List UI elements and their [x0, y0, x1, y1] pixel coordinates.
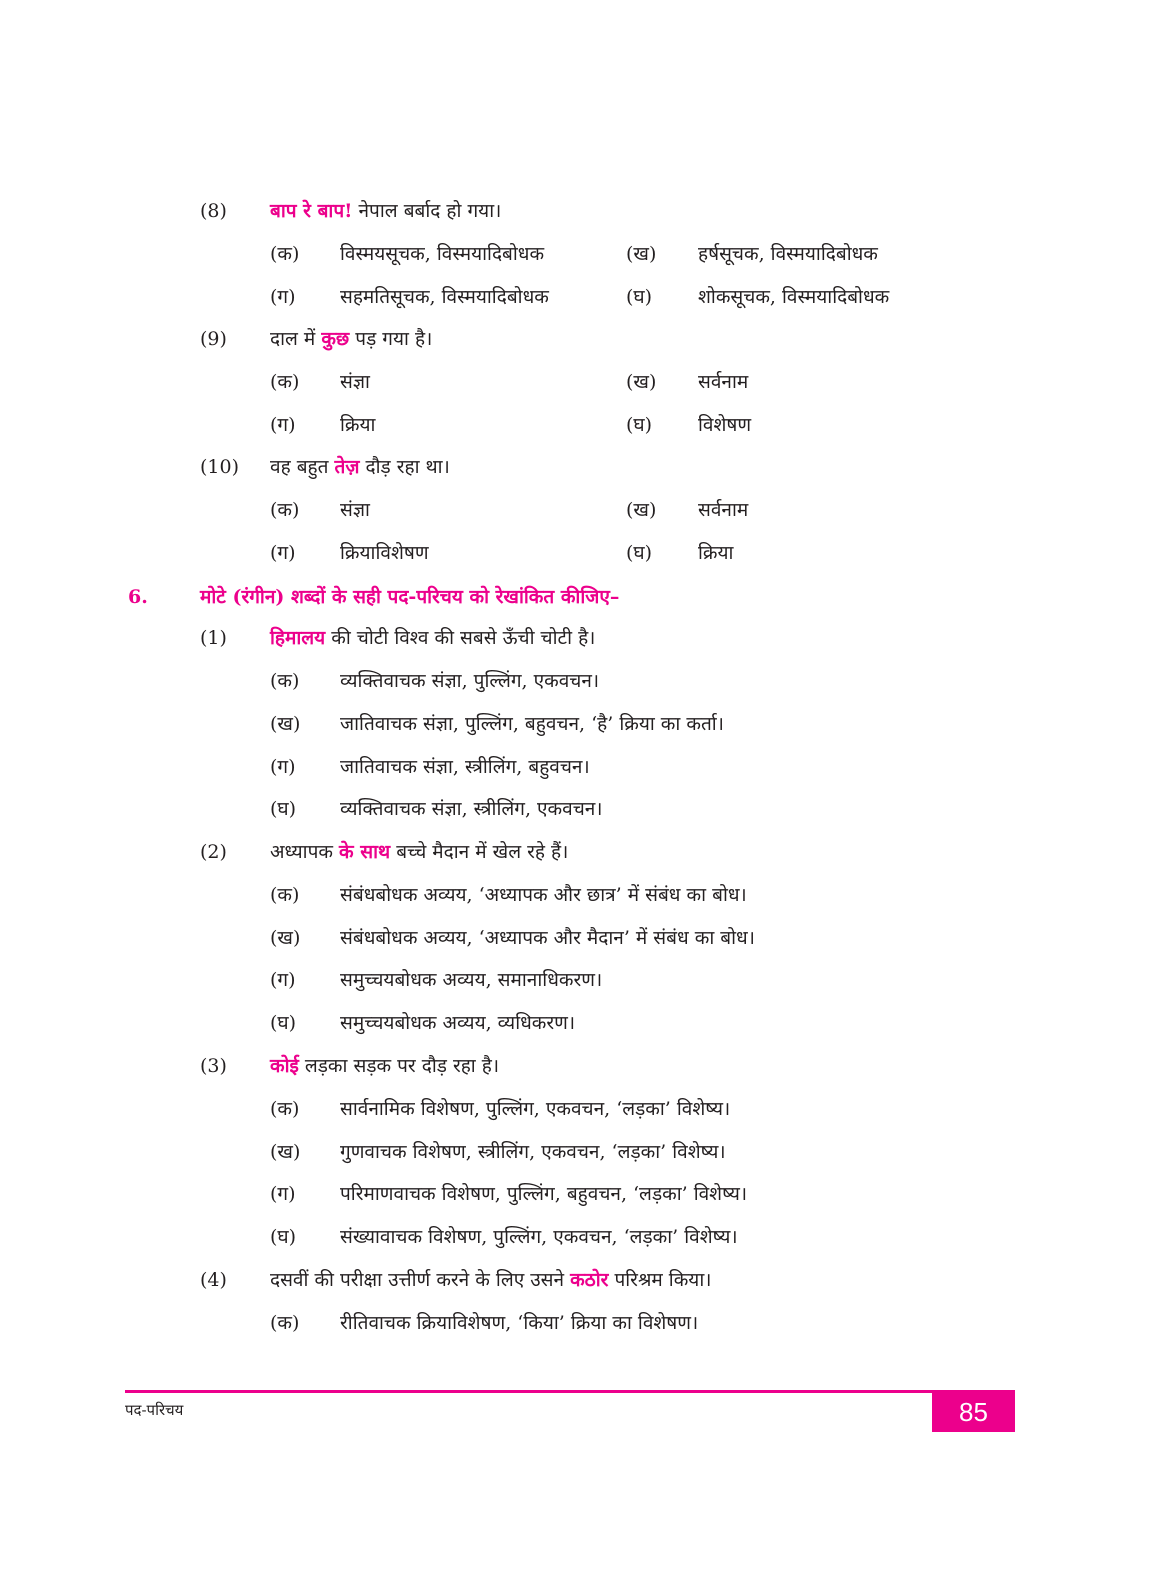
question-number: (8) — [200, 200, 227, 222]
highlighted-word: हिमालय — [270, 627, 326, 649]
option-label: (ख) — [270, 927, 301, 949]
option-text: जातिवाचक संज्ञा, स्त्रीलिंग, बहुवचन। — [340, 756, 590, 778]
option-label: (ख) — [270, 713, 301, 735]
option-label: (घ) — [626, 286, 653, 308]
highlighted-word: बाप रे बाप! — [270, 200, 353, 222]
option-label: (क) — [270, 670, 300, 692]
option-label: (क) — [270, 243, 300, 265]
option-label: (क) — [270, 1312, 300, 1334]
option-label: (ग) — [270, 286, 296, 308]
option-label: (घ) — [626, 542, 653, 564]
section-number: 6. — [128, 586, 148, 608]
option-text: समुच्चयबोधक अव्यय, व्यधिकरण। — [340, 1012, 576, 1034]
option-label: (ख) — [626, 371, 657, 393]
option-text: व्यक्तिवाचक संज्ञा, पुल्लिंग, एकवचन। — [340, 670, 600, 692]
option-label: (क) — [270, 884, 300, 906]
option-text: सर्वनाम — [698, 371, 749, 393]
option-text: संज्ञा — [340, 371, 370, 393]
question-text — [270, 839, 568, 865]
question-number: (4) — [200, 1269, 227, 1291]
option-text: शोकसूचक, विस्मयादिबोधक — [698, 286, 890, 308]
option-text: विशेषण — [698, 414, 752, 436]
footer-divider — [125, 1390, 1015, 1393]
question-before: अध्यापक — [270, 841, 340, 863]
option-label: (घ) — [270, 1012, 297, 1034]
question-rest: नेपाल बर्बाद हो गया। — [352, 200, 502, 222]
question-text — [270, 1267, 711, 1293]
option-label: (ख) — [626, 243, 657, 265]
question-text — [270, 198, 501, 224]
option-label: (क) — [270, 499, 300, 521]
question-number: (1) — [200, 627, 227, 649]
highlighted-word: तेज़ — [334, 456, 360, 478]
question-after: बच्चे मैदान में खेल रहे हैं। — [390, 841, 569, 863]
highlighted-word: कुछ — [321, 328, 350, 350]
option-text: क्रिया — [340, 414, 376, 436]
option-label: (क) — [270, 371, 300, 393]
section-title: मोटे (रंगीन) शब्दों के सही पद-परिचय को रेखांकित कीजिए– — [200, 586, 620, 608]
option-text: सार्वनामिक विशेषण, पुल्लिंग, एकवचन, ‘लड़का’ विशेष्य। — [340, 1098, 731, 1120]
option-text: जातिवाचक संज्ञा, पुल्लिंग, बहुवचन, ‘है’ क्रिया का कर्ता। — [340, 713, 724, 735]
option-text: रीतिवाचक क्रियाविशेषण, ‘किया’ क्रिया का विशेषण। — [340, 1312, 699, 1334]
question-before: वह बहुत — [270, 456, 335, 478]
option-label: (ग) — [270, 414, 296, 436]
question-number: (2) — [200, 841, 227, 863]
question-after: परिश्रम किया। — [608, 1269, 712, 1291]
option-text: सर्वनाम — [698, 499, 749, 521]
option-text: व्यक्तिवाचक संज्ञा, स्त्रीलिंग, एकवचन। — [340, 798, 603, 820]
highlighted-word: कठोर — [570, 1269, 609, 1291]
option-text: संबंधबोधक अव्यय, ‘अध्यापक और मैदान’ में संबंध का बोध। — [340, 927, 755, 949]
question-text — [270, 625, 595, 651]
option-label: (ग) — [270, 969, 296, 991]
option-text: विस्मयसूचक, विस्मयादिबोधक — [340, 243, 545, 265]
question-rest: की चोटी विश्व की सबसे ऊँची चोटी है। — [325, 627, 596, 649]
page-number: 85 — [932, 1392, 1015, 1432]
chapter-name: पद-परिचय — [125, 1401, 184, 1419]
option-label: (ग) — [270, 756, 296, 778]
option-label: (ख) — [626, 499, 657, 521]
question-text — [270, 326, 432, 352]
question-number: (9) — [200, 328, 227, 350]
option-label: (ग) — [270, 542, 296, 564]
question-after: पड़ गया है। — [349, 328, 433, 350]
highlighted-word: के साथ — [339, 841, 391, 863]
question-text — [270, 454, 450, 480]
question-after: दौड़ रहा था। — [359, 456, 450, 478]
option-text: क्रियाविशेषण — [340, 542, 429, 564]
option-label: (घ) — [270, 1226, 297, 1248]
option-label: (घ) — [626, 414, 653, 436]
question-before: दसवीं की परीक्षा उत्तीर्ण करने के लिए उसने — [270, 1269, 571, 1291]
highlighted-word: कोई — [270, 1055, 299, 1077]
option-text: समुच्चयबोधक अव्यय, समानाधिकरण। — [340, 969, 603, 991]
question-rest: लड़का सड़क पर दौड़ रहा है। — [298, 1055, 500, 1077]
option-label: (क) — [270, 1098, 300, 1120]
option-text: परिमाणवाचक विशेषण, पुल्लिंग, बहुवचन, ‘लड़का’ विशेष्य। — [340, 1183, 748, 1205]
option-text: संख्यावाचक विशेषण, पुल्लिंग, एकवचन, ‘लड़का’ विशेष्य। — [340, 1226, 738, 1248]
option-label: (ग) — [270, 1183, 296, 1205]
option-label: (घ) — [270, 798, 297, 820]
question-number: (10) — [200, 456, 240, 478]
option-text: हर्षसूचक, विस्मयादिबोधक — [698, 243, 878, 265]
option-text: सहमतिसूचक, विस्मयादिबोधक — [340, 286, 549, 308]
option-text: संबंधबोधक अव्यय, ‘अध्यापक और छात्र’ में संबंध का बोध। — [340, 884, 747, 906]
option-text: संज्ञा — [340, 499, 370, 521]
option-label: (ख) — [270, 1141, 301, 1163]
question-number: (3) — [200, 1055, 227, 1077]
question-before: दाल में — [270, 328, 322, 350]
question-text — [270, 1053, 499, 1079]
option-text: गुणवाचक विशेषण, स्त्रीलिंग, एकवचन, ‘लड़का’ विशेष्य। — [340, 1141, 726, 1163]
option-text: क्रिया — [698, 542, 734, 564]
